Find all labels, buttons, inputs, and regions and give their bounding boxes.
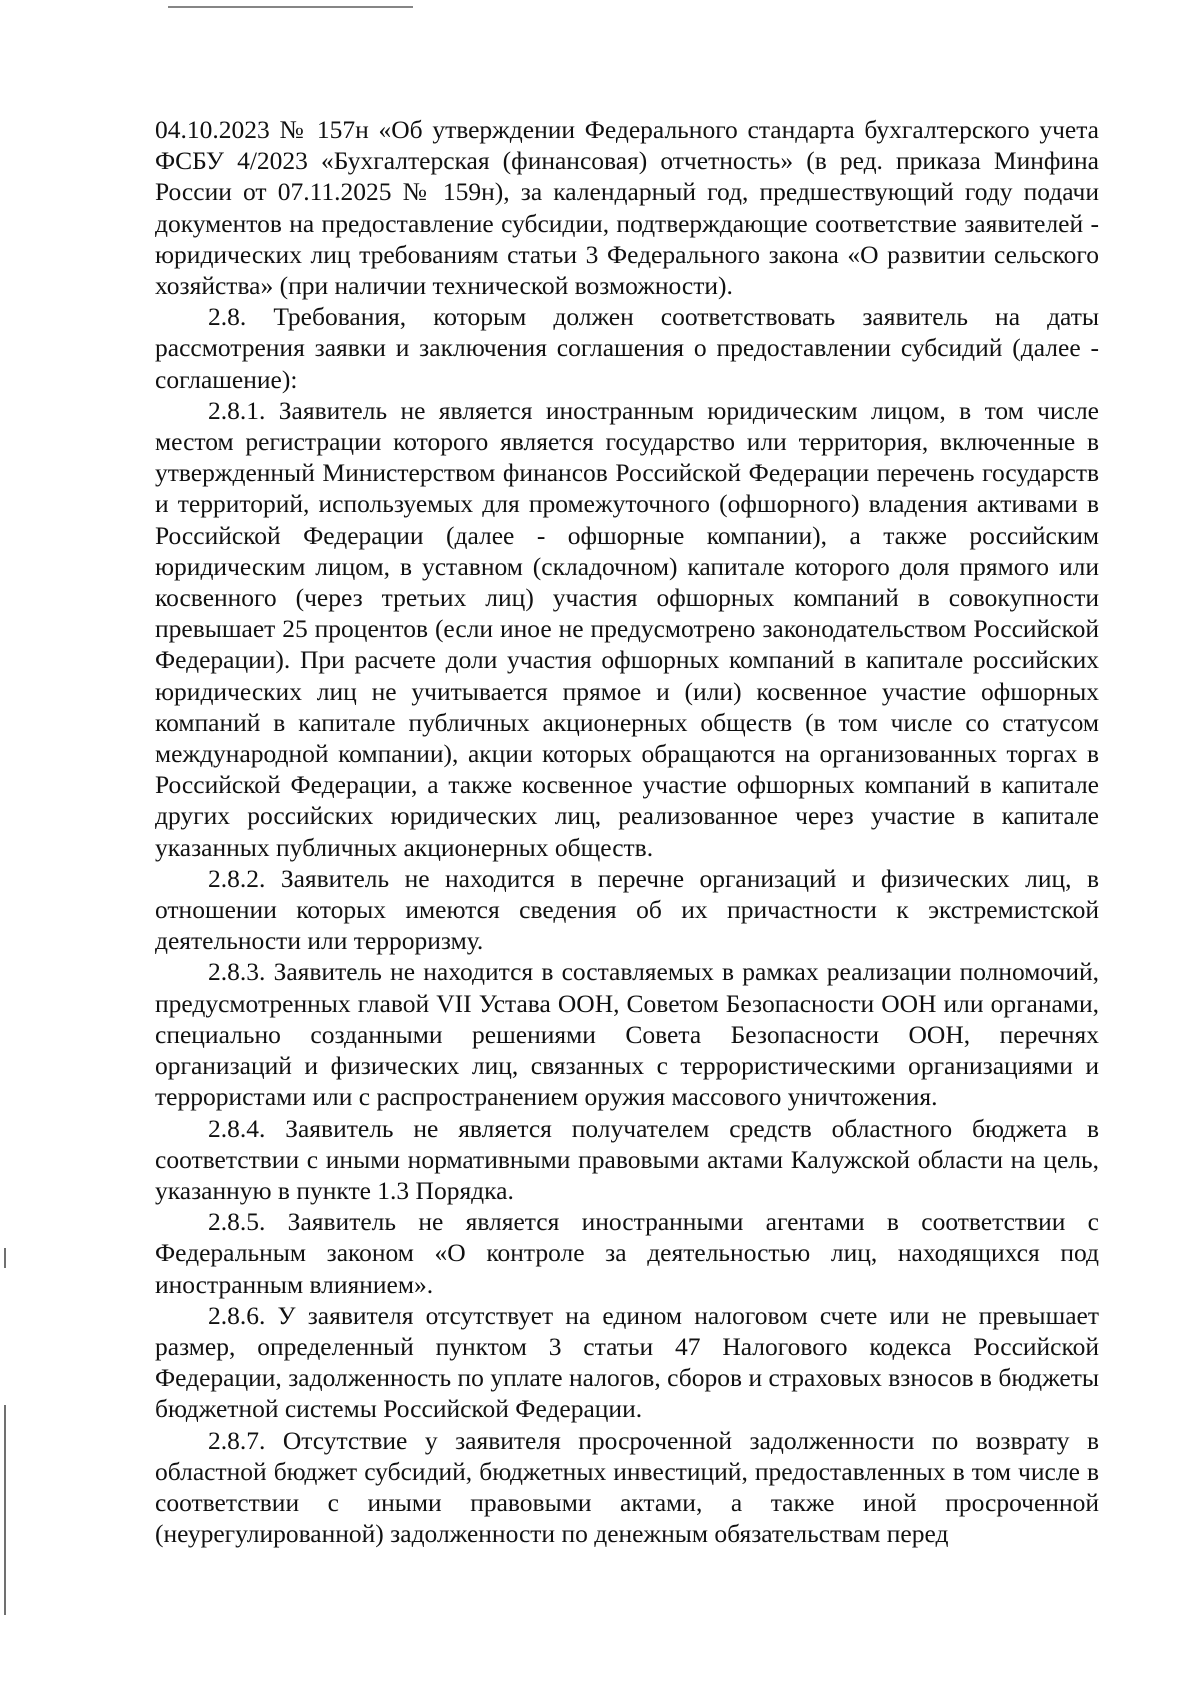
document-body (155, 114, 1099, 1549)
scan-header-artifact (168, 0, 413, 8)
paragraph-2-8-7: 2.8.7. Отсутствие у заявителя просроченной задолженности по возврату в областной бюджет субсидий, бюджетных инвестиций, предоставленных в том числе в соответствии с иными правовыми актами, а также иной просроченной (неурегулированной) задолженности по денежным обязательствам перед (155, 1425, 1099, 1549)
scan-margin-line (4, 1405, 6, 1615)
paragraph-2-8-5: 2.8.5. Заявитель не является иностранными агентами в соответствии с Федеральным законом «О контроле за деятельностью лиц, находящихся под иностранным влиянием». (155, 1207, 1099, 1299)
paragraph-2-8-1: 2.8.1. Заявитель не является иностранным юридическим лицом, в том числе местом регистрации которого является государство или территория, включенные в утвержденный Министерством финансов Российской Федерации перечень государств и территорий, используемых для промежуточного (офшорного) владения активами в Российской Федерации (далее - офшорные компании), а также российским юридическим лицом, в уставном (складочном) капитале которого доля прямого или косвенного (через третьих лиц) участия офшорных компаний в совокупности превышает 25 процентов (если иное не предусмотрено законодательством Российской Федерации). При расчете доли участия офшорных компаний в капитале российских юридических лиц не учитывается прямое и (или) косвенное участие офшорных компаний в капитале публичных акционерных обществ (в том числе со статусом международной компании), акции которых обращаются на организованных торгах в Российской Федерации, а также косвенное участие офшорных компаний в капитале других российских юридических лиц, реализованное через участие в капитале указанных публичных акционерных обществ. (155, 395, 1099, 862)
paragraph-continuation: 04.10.2023 № 157н «Об утверждении Федерального стандарта бухгалтерского учета ФСБУ 4/2023 «Бухгалтерская (финансовая) отчетность» (в ред. приказа Минфина России от 07.11.2025 № 159н), за календарный год, предшествующий году подачи документов на предоставление субсидии, подтверждающие соответствие заявителей - юридических лиц требованиям статьи 3 Федерального закона «О развитии сельского хозяйства» (при наличии технической возможности). (155, 115, 1099, 301)
paragraph-2-8: 2.8. Требования, которым должен соответствовать заявитель на даты рассмотрения заявки и заключения соглашения о предоставлении субсидий (далее - соглашение): (155, 302, 1099, 394)
paragraph-2-8-3: 2.8.3. Заявитель не находится в составляемых в рамках реализации полномочий, предусмотренных главой VII Устава ООН, Советом Безопасности ООН или органами, специально созданными решениями Совета Безопасности ООН, перечнях организаций и физических лиц, связанных с террористическими организациями и террористами или с распространением оружия массового уничтожения. (155, 957, 1099, 1112)
paragraph-2-8-2: 2.8.2. Заявитель не находится в перечне организаций и физических лиц, в отношении которых имеются сведения об их причастности к экстремистской деятельности или терроризму. (155, 863, 1099, 956)
paragraph-2-8-6: 2.8.6. У заявителя отсутствует на едином налоговом счете или не превышает размер, определенный пунктом 3 статьи 47 Налогового кодекса Российской Федерации, задолженность по уплате налогов, сборов и страховых взносов в бюджеты бюджетной системы Российской Федерации. (155, 1300, 1099, 1424)
paragraph-2-8-4: 2.8.4. Заявитель не является получателем средств областного бюджета в соответствии с иными нормативными правовыми актами Калужской области на цель, указанную в пункте 1.3 Порядка. (155, 1113, 1099, 1205)
scan-margin-mark (4, 1248, 6, 1268)
